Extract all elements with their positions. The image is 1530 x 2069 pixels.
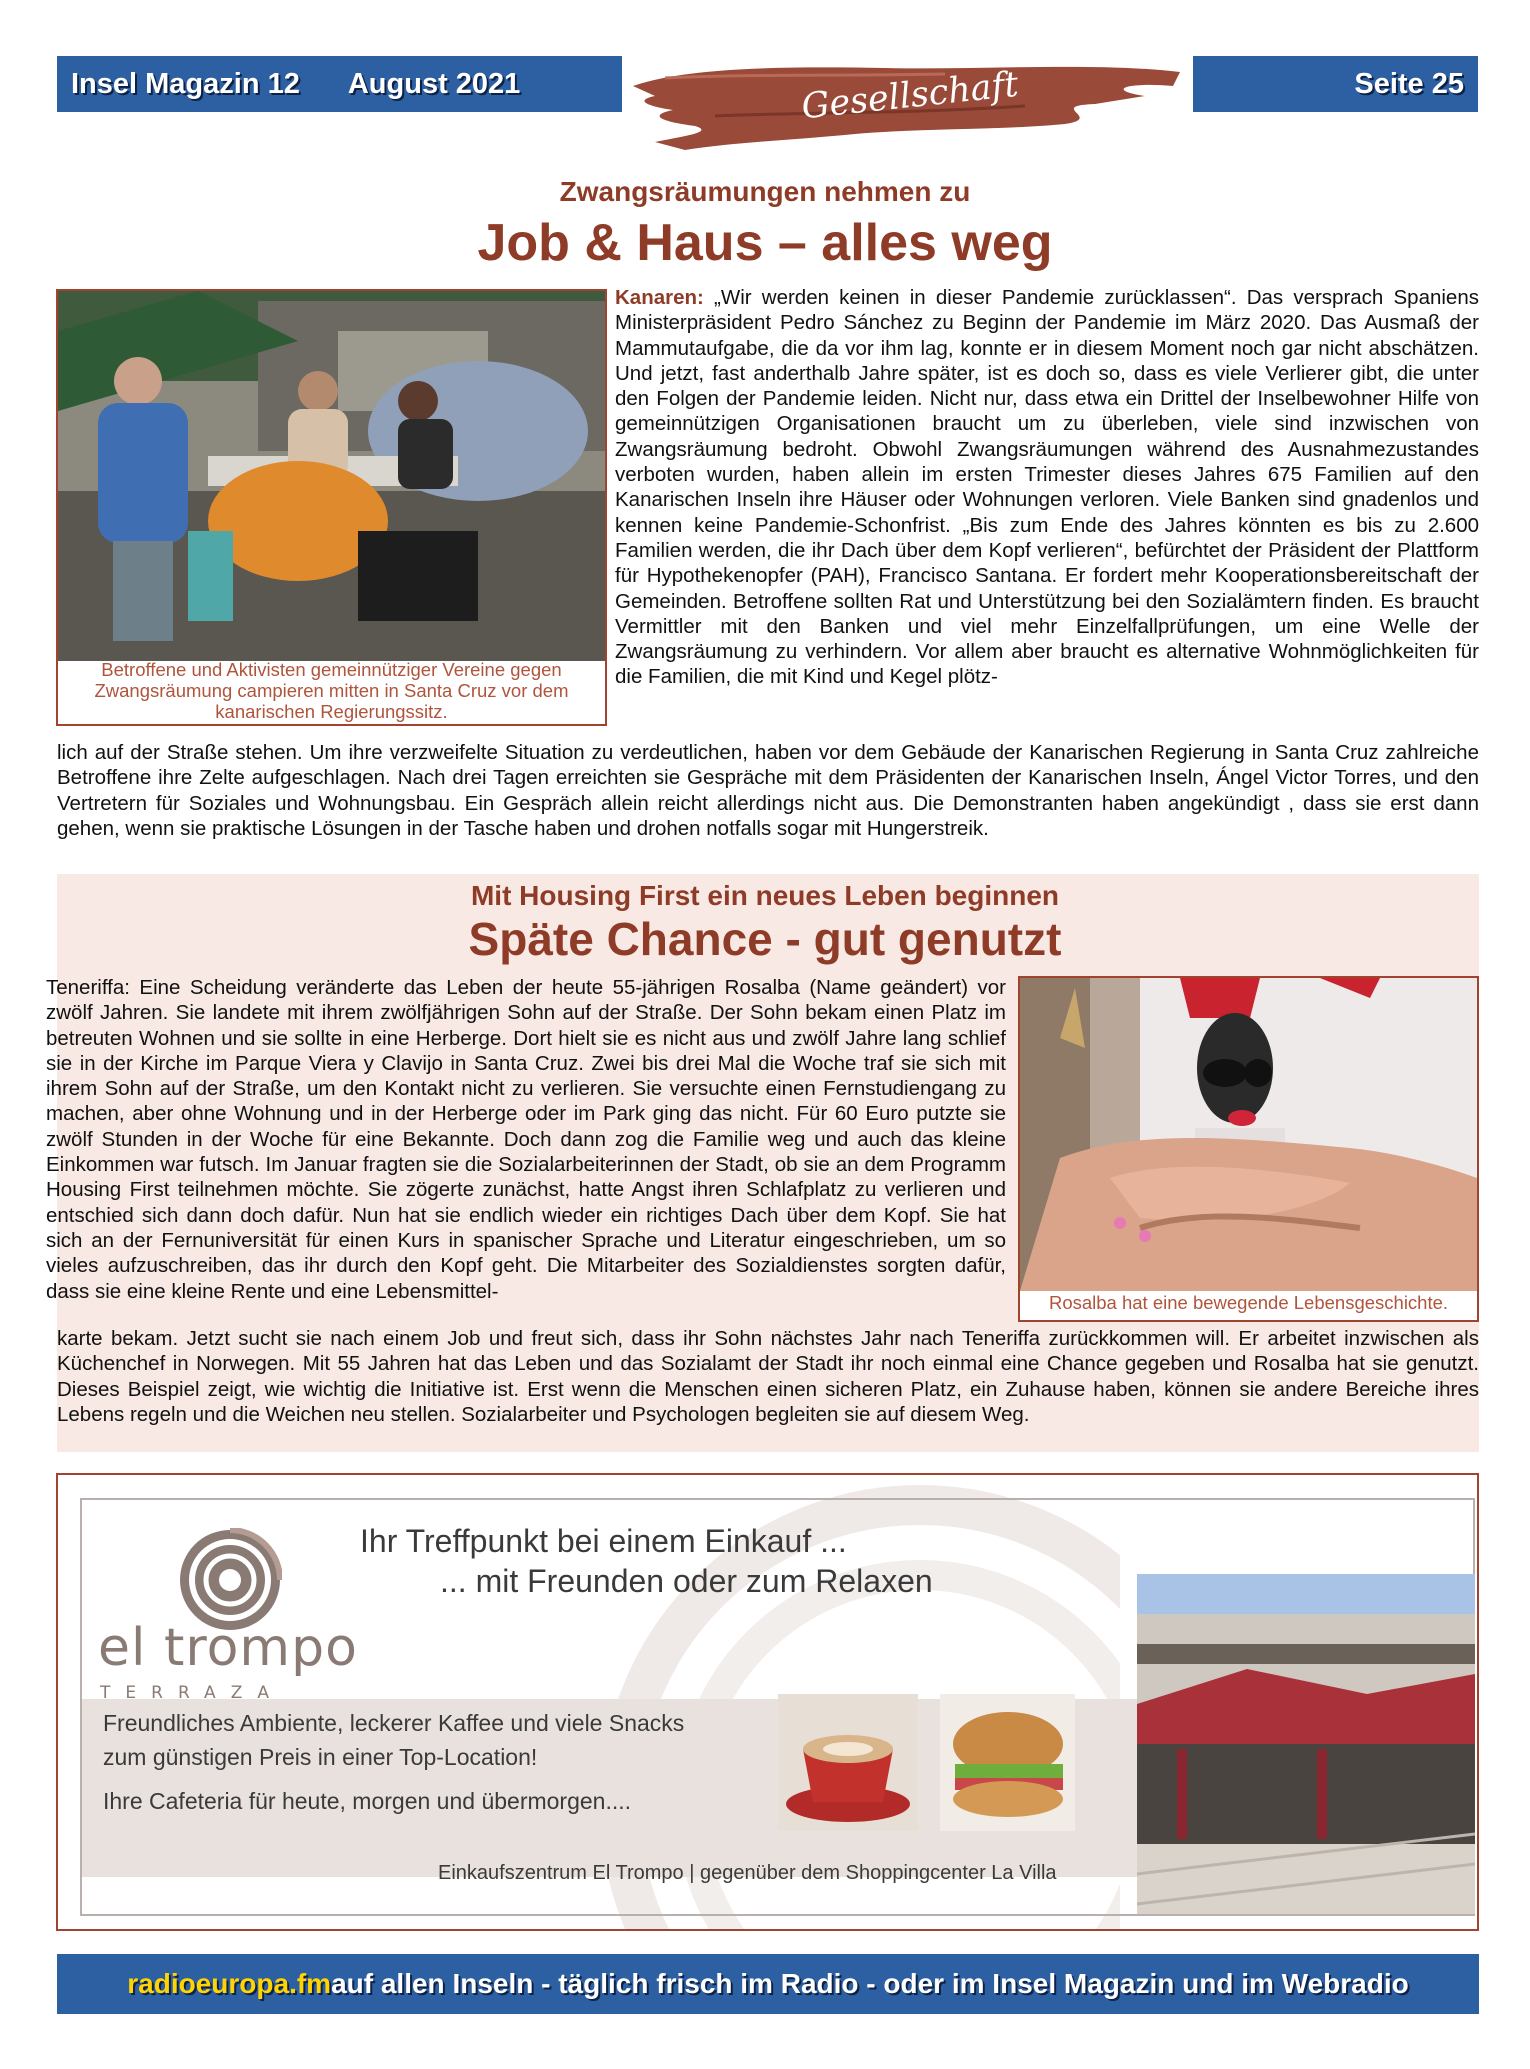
article2-photo-caption: Rosalba hat eine bewegende Lebensgeschichte. [1048, 1292, 1449, 1313]
footer-bar [57, 1954, 1479, 2014]
article2-text-bottom: karte bekam. Jetzt sucht sie nach einem Job und freut sich, dass ihr Sohn nächstes Jahr nach Teneriffa zurückkommen will. Er arbeitet inzwischen als Küchenchef in Norwegen. Mit 55 Jahren hat das Leben und das Sozialamt der Stadt ihr noch einmal eine Chance gegeben und Rosalba hat sie genutzt. Dieses Beispiel zeigt, wie wichtig die Initiative ist. Erst wenn die Menschen einen sicheren Platz, ein Zuhause haben, können sie andere Bereiche ihres Lebens regeln und die Weichen neu stellen. Sozialarbeiter und Psychologen begleiten sie auf diesem Weg. [57, 1327, 1479, 1426]
ad-headline-line1: Ihr Treffpunkt bei einem Einkauf ... [360, 1523, 847, 1559]
ad-logo-text: el trompo [98, 1618, 358, 1678]
ad-terrace-photo [1137, 1574, 1475, 1914]
article1-kicker: Zwangsräumungen nehmen zu [559, 176, 971, 207]
ad-sandwich-image [940, 1694, 1075, 1831]
article1-body-top [615, 285, 1479, 690]
article1-lead: Kanaren: [615, 286, 704, 309]
footer-text: auf allen Inseln - täglich frisch im Radio - oder im Insel Magazin und im Webradio [331, 1968, 1409, 1999]
ad-logo-subtitle: TERRAZA [100, 1683, 284, 1703]
header-bar-left [57, 56, 622, 112]
article1-photo-caption: Betroffene und Aktivisten gemeinnütziger Vereine gegen Zwangsräumung campieren mitten in Santa Cruz vor dem kanarischen Regierungssitz. [94, 659, 569, 722]
ad-text-line1: Freundliches Ambiente, leckerer Kaffee und viele Snacks [103, 1710, 685, 1736]
section-label: Gesellschaft [799, 64, 1021, 128]
article2-kicker: Mit Housing First ein neues Leben beginnen [470, 880, 1060, 911]
article1-text-bottom: lich auf der Straße stehen. Um ihre verzweifelte Situation zu verdeutlichen, haben vor dem Gebäude der Kanarischen Regierung in Santa Cruz zahlreiche Betroffene ihre Zelte aufgeschlagen. Nach drei Tagen erreichten sie Gespräche mit dem Präsidenten der Kanarischen Inseln, Ángel Victor Torres, und den Vertretern für Soziales und Wohnungsbau. Ein Gespräch allein reicht allerdings nicht aus. Die Demonstranten haben angekündigt , dass sie erst dann gehen, wenn sie praktische Lösungen in der Tasche haben und drohen notfalls sogar mit Hungerstreik. [57, 741, 1479, 840]
article2-text-top: Teneriffa: Eine Scheidung veränderte das Leben der heute 55-jährigen Rosalba (Name geändert) vor zwölf Jahren. Sie landete mit ihrem zwölfjährigen Sohn auf der Straße. Der Sohn bekam einen Platz im betreuten Wohnen und sie sollte in eine Herberge. Dort hielt sie es nicht aus und zwölf Jahre lang schlief sie in der Kirche im Parque Viera y Clavijo in Santa Cruz. Zwei bis drei Mal die Woche traf sie sich mit ihrem Sohn auf der Straße, um den Kontakt nicht zu verlieren. Sie versuchte einen Fernstudiengang zu machen, aber ohne Wohnung und in der Herberge oder im Park ging das nicht. Für 60 Euro putzte sie zwölf Stunden in der Woche für eine Bekannte. Doch dann zog die Familie weg und auch das kleine Einkommen war futsch. Im Januar fragten sie die Sozialarbeiterinnen der Stadt, ob sie an dem Programm Housing First teilnehmen möchte. Sie zögerte zunächst, hatte Angst ihren Schlafplatz zu verlieren und entschied sich dann doch dafür. Nun hat sie endlich wieder ein richtiges Dach über dem Kopf. Sie hat sich an der Fernuniversität für einen Kurs in spanischer Sprache und Literatur eingeschrieben, um so vieles aufzuschreiben, das ihr durch den Kopf geht. Die Mitarbeiter des Sozialdienstes sorgten dafür, dass sie eine kleine Rente und eine Lebensmittel- [46, 976, 1006, 1303]
footer-radio-link[interactable]: radioeuropa.fm [127, 1968, 332, 1999]
ad-text-line3: Ihre Cafeteria für heute, morgen und übermorgen.... [103, 1788, 632, 1814]
page-number: Seite 25 [1354, 67, 1464, 100]
header-bar-right [1193, 56, 1478, 112]
ad-headline-line2: ... mit Freunden oder zum Relaxen [440, 1563, 933, 1599]
article2-headline: Späte Chance - gut genutzt [468, 913, 1062, 965]
el-trompo-logo-icon [178, 1528, 282, 1632]
article2-body-top [46, 975, 1006, 1304]
article1-headline: Job & Haus – alles weg [477, 214, 1053, 272]
article1-text-top: „Wir werden keinen in dieser Pandemie zurücklassen“. Das versprach Spaniens Ministerpräsident Pedro Sánchez zu Beginn der Pandemie im März 2020. Das Ausmaß der Mammutaufgabe, die da vor ihm lag, konnte er in diesem Moment noch gar nicht abschätzen. Und jetzt, fast anderthalb Jahre später, ist es doch so, dass es viele Verlierer gibt, die unter den Folgen der Pandemie leiden. Nicht nur, dass etwa ein Drittel der Inselbewohner Hilfe von gemeinnützigen Organisationen braucht um zu überleben, viele sind inzwischen von Zwangsräumung bedroht. Obwohl Zwangsräumungen während des Ausnahmezustandes verboten wurden, haben allein im ersten Trimester dieses Jahres 675 Familien auf den Kanarischen Inseln ihre Häuser oder Wohnungen verloren. Viele Banken sind gnadenlos und kennen keine Pandemie-Schonfrist. „Bis zum Ende des Jahres könnten es bis zu 2.600 Familien werden, die ihr Dach über dem Kopf verlieren“, befürchtet der Präsident der Plattform für Hypothekenopfer (PAH), Francisco Santana. Er fordert mehr Kooperationsbereitschaft der Gemeinden. Betroffene sollten Rat und Unterstützung bei den Sozialämtern finden. Es braucht Vermittler mit den Banken und viel mehr Einzelfallprüfungen, um eine Welle der Zwangsräumung zu verhindern. Vor allem aber braucht es alternative Wohnmöglichkeiten für die Familien, die mit Kind und Kegel plötz- [615, 286, 1479, 689]
article2-body-bottom [57, 1326, 1479, 1427]
issue-date: August 2021 [347, 67, 521, 100]
article2-photo [1018, 976, 1479, 1322]
article1-body-bottom [57, 740, 1479, 841]
ad-footer-address: Einkaufszentrum El Trompo | gegenüber dem Shoppingcenter La Villa [438, 1862, 1057, 1884]
magazine-title: Insel Magazin 12 [71, 67, 300, 100]
ad-coffee-cup-image [778, 1694, 918, 1831]
ad-text-line2: zum günstigen Preis in einer Top-Location! [103, 1744, 538, 1770]
